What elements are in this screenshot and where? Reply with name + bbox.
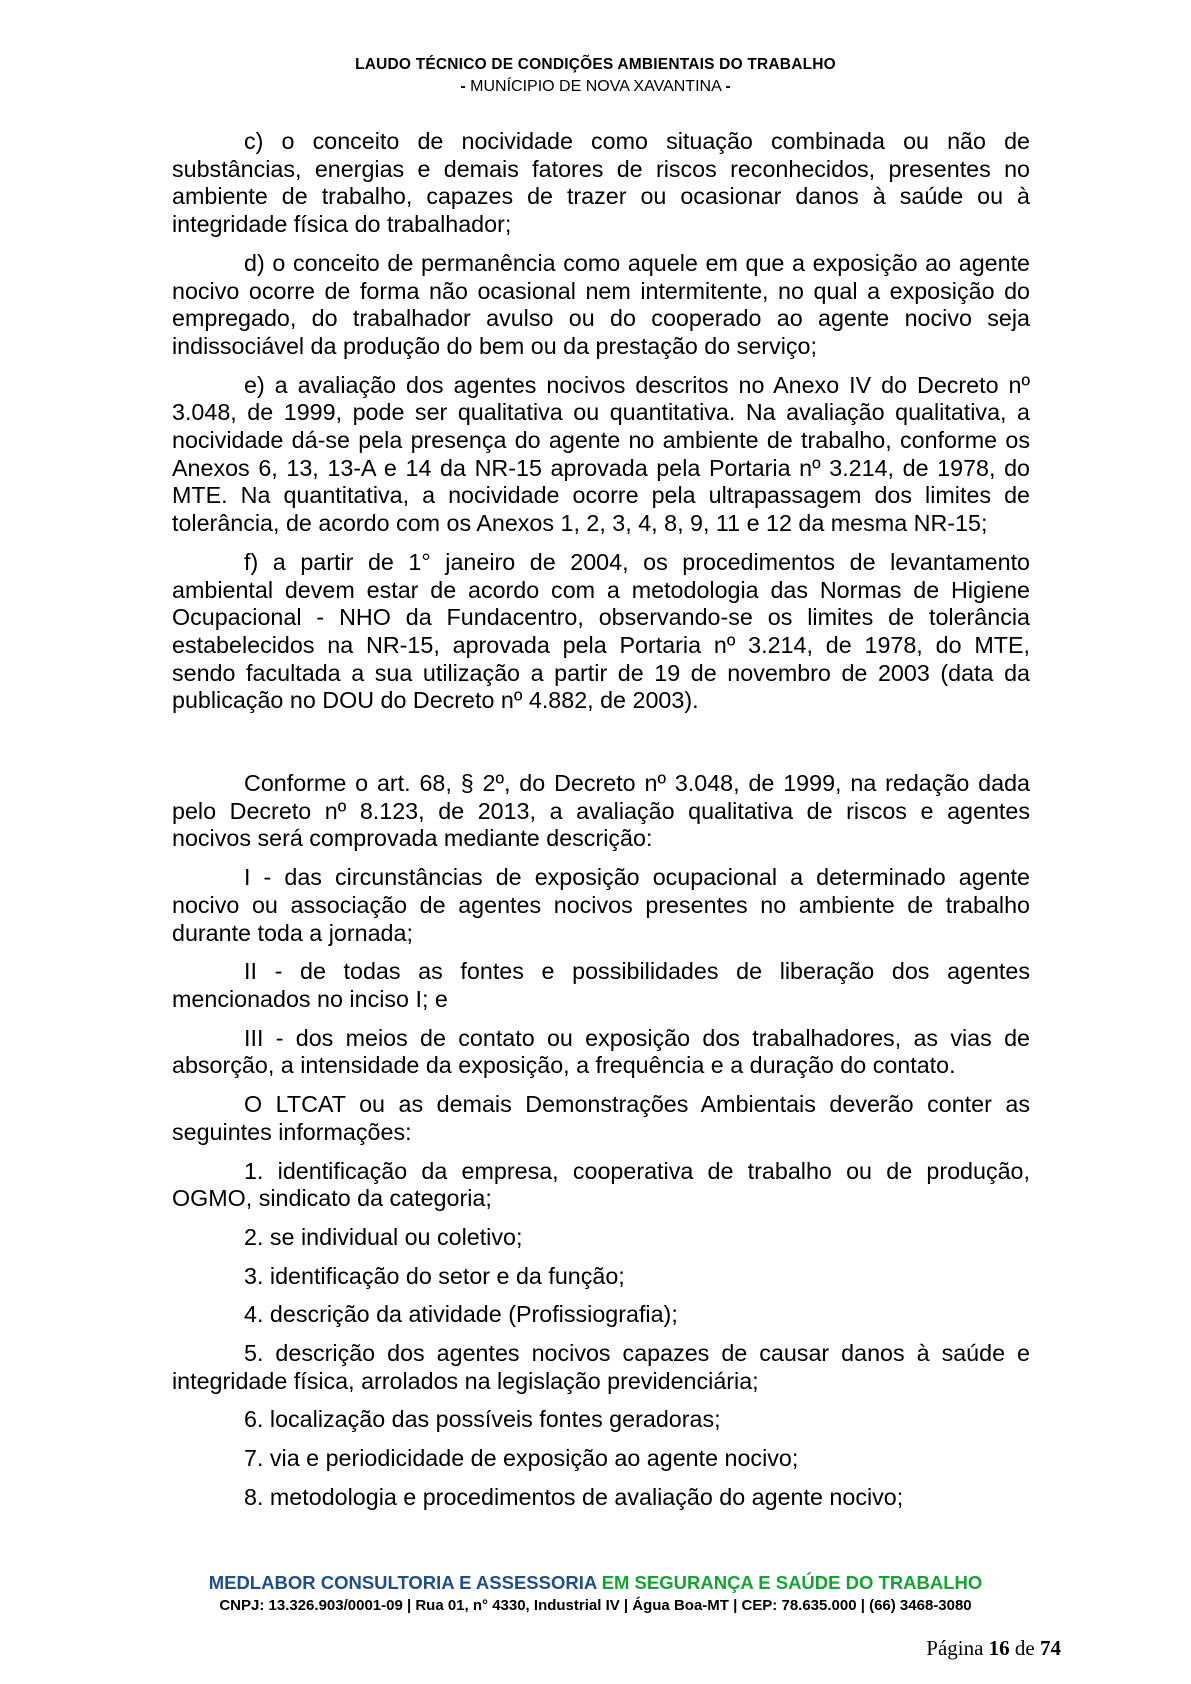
paragraph-c: c) o conceito de nocividade como situação combinada ou não de substâncias, energias e demais fatores de riscos reconhecidos, presentes no ambiente de trabalho, capazes de trazer ou ocasionar danos à saúde ou à integridade física do trabalhador; [172, 128, 1030, 238]
list-item-7: 7. via e periodicidade de exposição ao agente nocivo; [244, 1445, 799, 1472]
list-item-4: 4. descrição da atividade (Profissiografia); [244, 1301, 678, 1328]
subtitle-dash-right: - [725, 78, 731, 95]
footer-company [0, 1572, 1191, 1594]
page-number [926, 1636, 1061, 1661]
list-item-8: 8. metodologia e procedimentos de avaliação do agente nocivo; [244, 1483, 904, 1510]
paragraph-e: e) a avaliação dos agentes nocivos descritos no Anexo IV do Decreto nº 3.048, de 1999, pode ser qualitativa ou quantitativa. Na avaliação qualitativa, a nocividade dá-se pela presença do agente no ambiente de trabalho, conforme os Anexos 6, 13, 13-A e 14 da NR-15 aprovada pela Portaria nº 3.214, de 1978, do MTE. Na quantitativa, a nocividade ocorre pela ultrapassagem dos limites de tolerância, de acordo com os Anexos 1, 2, 3, 4, 8, 9, 11 e 12 da mesma NR-15; [172, 371, 1030, 537]
paragraph-item-i: I - das circunstâncias de exposição ocupacional a determinado agente nocivo ou associação de agentes nocivos presentes no ambiente de trabalho durante toda a jornada; [172, 864, 1030, 946]
paragraph-item-iii: III - dos meios de contato ou exposição dos trabalhadores, as vias de absorção, a intensidade da exposição, a frequência e a duração do contato. [172, 1024, 1030, 1079]
list-item-1: 1. identificação da empresa, cooperativa de trabalho ou de produção, OGMO, sindicato da categoria; [172, 1157, 1030, 1212]
footer-contact: CNPJ: 13.326.903/0001-09 | Rua 01, n° 4330, Industrial IV | Água Boa-MT | CEP: 78.635.000 | (66) 3468-3080 [219, 1597, 972, 1614]
list-item-3: 3. identificação do setor e da função; [244, 1262, 625, 1289]
page-separator: de [1014, 1636, 1035, 1660]
municipality-name: MUNÍCIPIO DE NOVA XAVANTINA [470, 78, 721, 95]
page-current: 16 [988, 1636, 1010, 1660]
paragraph-d: d) o conceito de permanência como aquele em que a exposição ao agente nocivo ocorre de forma não ocasional nem intermitente, no qual a exposição do empregado, do trabalhador avulso ou do cooperado ao agente nocivo seja indissociável da produção do bem ou da prestação do serviço; [172, 249, 1030, 359]
document-body [172, 128, 1030, 1523]
list-item-2: 2. se individual ou coletivo; [244, 1223, 523, 1250]
list-item-6: 6. localização das possíveis fontes geradoras; [244, 1406, 721, 1433]
page-total: 74 [1040, 1636, 1061, 1660]
footer-company-tagline: EM SEGURANÇA E SAÚDE DO TRABALHO [601, 1572, 983, 1593]
footer-company-name: MEDLABOR CONSULTORIA E ASSESSORIA [208, 1572, 597, 1593]
subtitle-dash-left: - [460, 78, 466, 95]
paragraph-item-ii: II - de todas as fontes e possibilidades de liberação dos agentes mencionados no inciso I; e [172, 958, 1030, 1012]
paragraph-f: f) a partir de 1° janeiro de 2004, os procedimentos de levantamento ambiental devem estar de acordo com a metodologia das Normas de Higiene Ocupacional - NHO da Fundacentro, observando-se os limites de tolerância estabelecidos na NR-15, aprovada pela Portaria nº 3.214, de 1978, do MTE, sendo facultada a sua utilização a partir de 19 de novembro de 2003 (data da publicação no DOU do Decreto nº 4.882, de 2003). [172, 548, 1030, 714]
report-title: LAUDO TÉCNICO DE CONDIÇÕES AMBIENTAIS DO TRABALHO [355, 56, 836, 73]
report-subtitle [0, 78, 1191, 96]
paragraph-ltcat-intro: O LTCAT ou as demais Demonstrações Ambientais deverão conter as seguintes informações: [172, 1091, 1030, 1145]
page-label: Página [926, 1636, 984, 1660]
list-item-5: 5. descrição dos agentes nocivos capazes de causar danos à saúde e integridade física, arrolados na legislação previdenciária; [172, 1340, 1030, 1394]
paragraph-art-68: Conforme o art. 68, § 2º, do Decreto nº 3.048, de 1999, na redação dada pelo Decreto nº 8.123, de 2013, a avaliação qualitativa de riscos e agentes nocivos será comprovada mediante descrição: [172, 770, 1030, 852]
